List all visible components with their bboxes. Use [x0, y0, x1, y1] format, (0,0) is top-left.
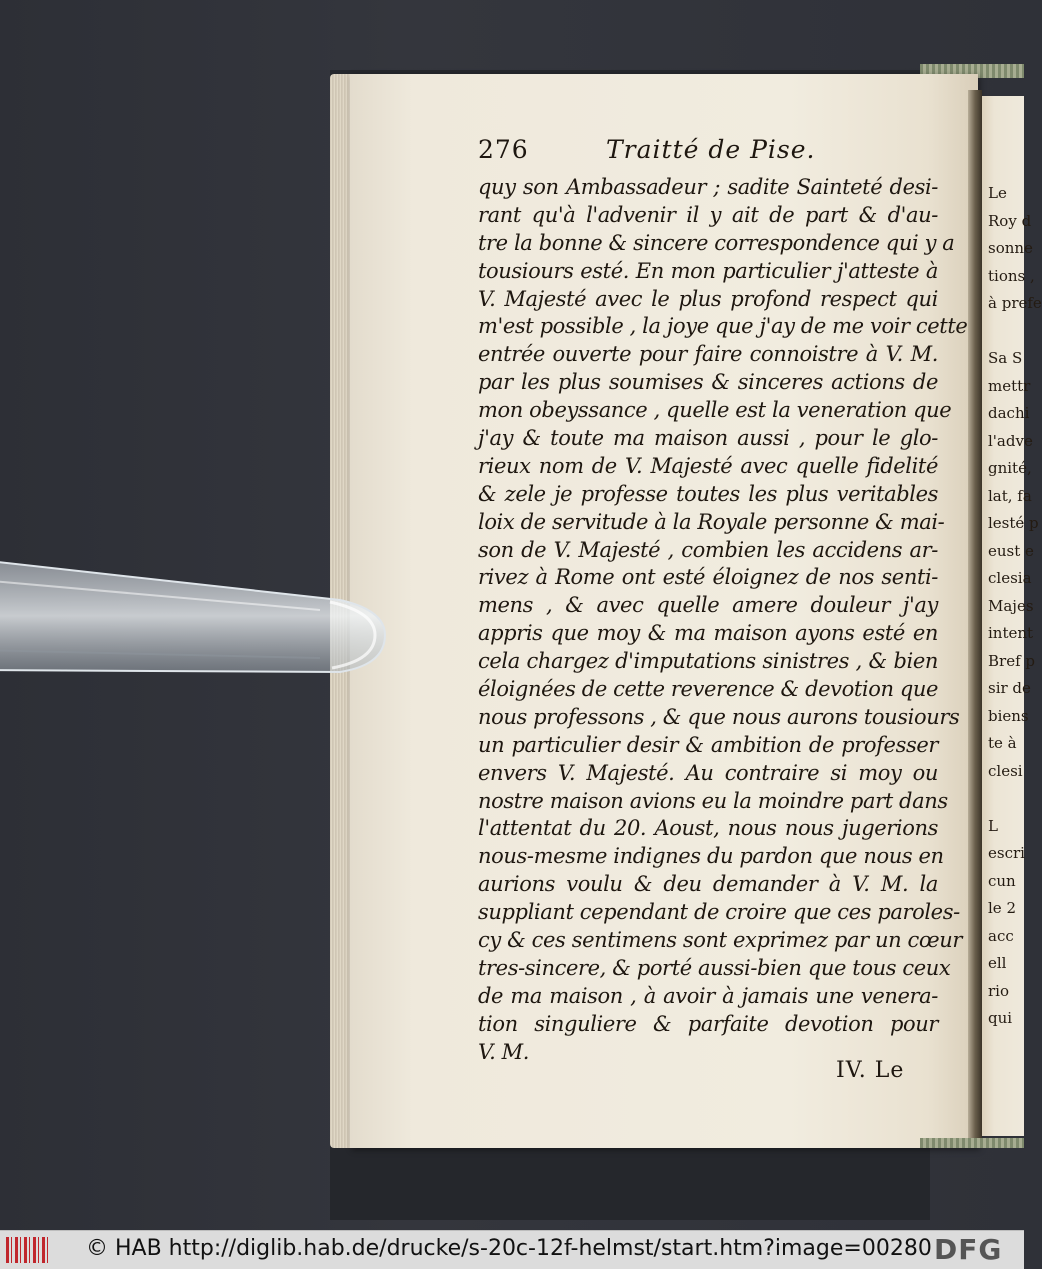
adjacent-text-fragment: à prefe — [988, 294, 1042, 312]
adjacent-text-fragment: rio — [988, 981, 1009, 1000]
running-title: Traitté de Pise. — [606, 135, 816, 164]
text-line: tre la bonne & sincere correspondence qui y a — [478, 230, 955, 255]
adjacent-text-fragment: le 2 — [988, 899, 1016, 917]
text-line: mens , & avec quelle amere douleur j'ay — [478, 593, 938, 618]
adjacent-text-fragment: sonne — [988, 239, 1033, 257]
adjacent-text-fragment: lesté p — [988, 514, 1039, 532]
adjacent-text-fragment: lat, fa — [988, 486, 1032, 505]
text-line: & zele je professe toutes les plus veritables — [478, 481, 938, 506]
adjacent-text-fragment: te à — [988, 734, 1017, 752]
adjacent-text-fragment: L — [988, 816, 998, 835]
adjacent-page-text — [988, 180, 1042, 1033]
text-line: un particulier desir & ambition de professer — [478, 732, 938, 757]
barcode-icon — [6, 1237, 48, 1263]
adjacent-text-fragment: biens — [988, 706, 1029, 725]
adjacent-text-fragment: tions , — [988, 266, 1035, 285]
page-number: 276 — [478, 135, 529, 164]
book-gutter — [968, 90, 982, 1140]
text-line: appris que moy & ma maison ayons esté en — [478, 621, 938, 646]
adjacent-text-fragment: clesia — [988, 569, 1032, 587]
text-line: rieux nom de V. Majesté avec quelle fidelité — [478, 453, 938, 478]
adjacent-text-fragment: l'adve — [988, 431, 1033, 450]
book-cover-edge-bottom — [920, 1138, 1024, 1148]
text-line: rant qu'à l'advenir il y ait de part & d'au- — [478, 202, 938, 227]
text-line: suppliant cependant de croire que ces paroles- — [478, 900, 960, 925]
adjacent-text-fragment: mettr — [988, 376, 1031, 395]
adjacent-text-fragment: dachi — [988, 404, 1030, 422]
text-line: tion singuliere & parfaite devotion pour — [478, 1011, 938, 1036]
adjacent-text-fragment: acc — [988, 926, 1014, 945]
text-line: nous professons , & que nous aurons tousiours — [478, 704, 960, 729]
adjacent-text-fragment: sir de — [988, 679, 1031, 697]
text-line: rivez à Rome ont esté éloignez de nos senti- — [478, 565, 938, 590]
page-text — [478, 130, 968, 1067]
adjacent-text-fragment: qui — [988, 1009, 1013, 1027]
text-line: nostre maison avions eu la moindre part dans — [478, 788, 948, 813]
text-line: tousiours esté. En mon particulier j'atteste à — [478, 258, 938, 283]
adjacent-text-fragment: ell — [988, 954, 1007, 972]
adjacent-text-fragment: gnité, — [988, 459, 1032, 477]
adjacent-text-fragment: Majes — [988, 596, 1034, 615]
adjacent-text-fragment: Le — [988, 184, 1007, 202]
text-line: cy & ces sentimens sont exprimez par un cœur — [478, 928, 963, 953]
adjacent-text-fragment: escri — [988, 844, 1025, 862]
adjacent-text-fragment: clesi — [988, 761, 1023, 780]
running-header — [478, 130, 938, 174]
footer-credit-link[interactable]: © HAB http://diglib.hab.de/drucke/s-20c-12f-helmst/start.htm?image=00280 — [86, 1236, 932, 1261]
text-line: entrée ouverte pour faire connoistre à V. M. — [478, 342, 938, 367]
adjacent-text-fragment: eust e — [988, 541, 1034, 560]
text-line: par les plus soumises & sinceres actions de — [478, 370, 938, 395]
text-line: tres-sincere, & porté aussi-bien que tous ceux — [478, 955, 951, 980]
text-line: j'ay & toute ma maison aussi , pour le glo- — [478, 426, 938, 451]
text-line: mon obeyssance , quelle est la veneration que — [478, 398, 952, 423]
text-line: cela chargez d'imputations sinistres , & bien — [478, 649, 938, 674]
text-line: l'attentat du 20. Aoust, nous nous jugerions — [478, 816, 938, 841]
text-line: son de V. Majesté , combien les accidens ar- — [478, 537, 938, 562]
text-line: aurions voulu & deu demander à V. M. la — [478, 872, 938, 897]
adjacent-text-fragment: cun — [988, 871, 1016, 890]
text-line: de ma maison , à avoir à jamais une venera- — [478, 983, 938, 1008]
text-line: nous-mesme indignes du pardon que nous en — [478, 844, 944, 869]
text-line: V. Majesté avec le plus profond respect qui — [478, 286, 938, 311]
adjacent-text-fragment: Sa S — [988, 349, 1023, 367]
text-line: quy son Ambassadeur ; sadite Sainteté desi- — [478, 175, 938, 199]
text-line: V. M. — [478, 1039, 530, 1064]
footer-bar — [0, 1230, 1024, 1269]
text-line: éloignées de cette reverence & devotion que — [478, 677, 939, 702]
text-line: envers V. Majesté. Au contraire si moy ou — [478, 760, 938, 785]
adjacent-text-fragment: Roy d — [988, 211, 1032, 230]
catchword: IV. Le — [836, 1058, 905, 1083]
body-text — [478, 174, 968, 1067]
adjacent-text-fragment: Bref p — [988, 651, 1035, 670]
glass-page-weight-icon — [0, 540, 400, 690]
adjacent-text-fragment — [988, 318, 1024, 346]
dfg-logo: DFG — [934, 1233, 1003, 1266]
adjacent-text-fragment: intent — [988, 624, 1034, 642]
text-line: m'est possible , la joye que j'ay de me voir cette — [478, 314, 968, 339]
adjacent-text-fragment — [988, 785, 1024, 813]
text-line: loix de servitude à la Royale personne & mai- — [478, 509, 945, 534]
